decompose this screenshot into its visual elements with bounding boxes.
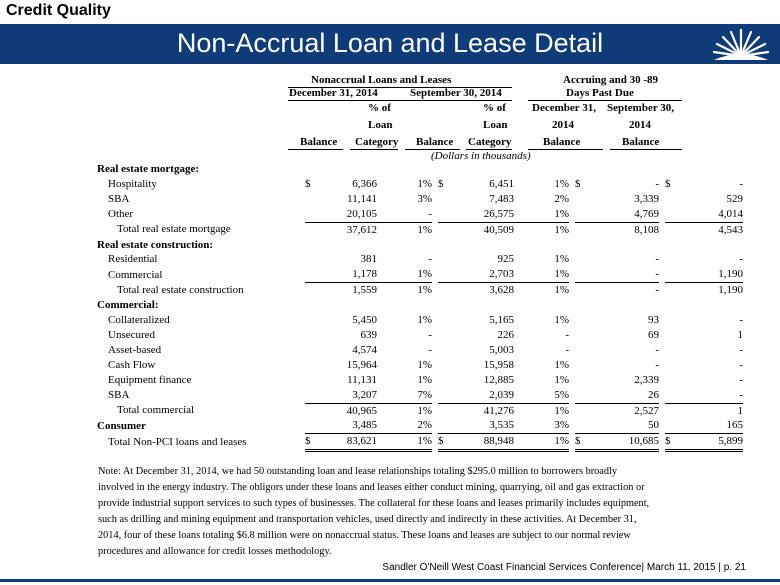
balance-sep bbox=[448, 238, 514, 253]
header-rule bbox=[288, 100, 512, 101]
table-row bbox=[97, 298, 743, 313]
pct-sep: 1% bbox=[514, 222, 569, 237]
pct-dec: - bbox=[428, 328, 432, 341]
currency-symbol bbox=[575, 298, 585, 313]
balance-sep: 2,703 bbox=[489, 268, 514, 281]
currency-symbol: $ bbox=[438, 177, 444, 190]
table-row bbox=[97, 313, 743, 328]
currency-symbol bbox=[305, 373, 315, 388]
currency-symbol bbox=[438, 162, 448, 177]
currency-symbol bbox=[438, 252, 448, 267]
accruing-dec: - bbox=[655, 343, 659, 356]
balance-header: Balance bbox=[300, 136, 338, 148]
currency-symbol bbox=[305, 343, 315, 358]
currency-symbol bbox=[665, 162, 675, 177]
currency-symbol bbox=[438, 388, 448, 403]
currency-symbol: $ bbox=[305, 434, 315, 451]
footnote: Note: At December 31, 2014, we had 50 outstanding loan and lease relationships totaling $295.0 million to borrowers broadly involved in the energy industry. The obligors under these loans and leases either conduct mining, quarrying, oil and gas extraction or provide industrial support services to such types of businesses. The collateral for these loans and leases primarily includes equipment, such as drilling and mining equipment and transportation vehicles, used directly and indirectly in these activities. At December 31, 2014, four of these loans totaling $6.8 million were on nonaccrual status. These loans and leases are subject to our normal review procedures and allowance for credit losses methodology. bbox=[98, 466, 650, 557]
currency-symbol bbox=[438, 373, 448, 388]
table-row bbox=[97, 388, 743, 403]
pct-sep: 1% bbox=[514, 283, 569, 298]
balance-dec: 37,612 bbox=[315, 222, 377, 237]
table-row bbox=[97, 192, 743, 207]
row-label: Other bbox=[108, 207, 134, 220]
currency-symbol bbox=[575, 222, 585, 237]
pct-dec: 1% bbox=[417, 268, 432, 281]
balance-sep: 88,948 bbox=[448, 434, 514, 451]
row-label: Hospitality bbox=[108, 177, 157, 190]
row-label: Cash Flow bbox=[108, 358, 156, 371]
currency-symbol bbox=[575, 418, 585, 433]
balance-dec bbox=[315, 162, 377, 177]
balance-sep: 6,451 bbox=[489, 177, 514, 190]
accruing-dec: 93 bbox=[648, 314, 659, 327]
pct-of-header: % of bbox=[368, 102, 391, 114]
currency-symbol bbox=[438, 192, 448, 207]
pct-dec: 1% bbox=[377, 222, 432, 237]
table-row bbox=[97, 283, 743, 298]
pct-sep: 1% bbox=[554, 177, 569, 190]
loan-header: Loan bbox=[483, 119, 508, 131]
accruing-sep: - bbox=[739, 314, 743, 327]
currency-symbol bbox=[305, 283, 315, 298]
currency-symbol bbox=[575, 358, 585, 373]
currency-symbol bbox=[438, 403, 448, 418]
table-row bbox=[97, 267, 743, 282]
table-row bbox=[97, 328, 743, 343]
balance-dec: 381 bbox=[360, 253, 377, 266]
currency-symbol bbox=[575, 403, 585, 418]
currency-symbol bbox=[665, 418, 675, 433]
currency-symbol bbox=[438, 328, 448, 343]
pct-sep: 1% bbox=[554, 358, 569, 371]
currency-symbol bbox=[575, 313, 585, 328]
pct-dec: 1% bbox=[377, 283, 432, 298]
balance-dec bbox=[315, 298, 377, 313]
accruing-sep: - bbox=[739, 253, 743, 266]
row-label: Real estate construction: bbox=[97, 238, 214, 251]
acc-year-header: 2014 bbox=[552, 119, 574, 131]
currency-symbol bbox=[665, 283, 675, 298]
accruing-sep: - bbox=[739, 373, 743, 386]
balance-dec: 6,366 bbox=[352, 177, 377, 190]
currency-symbol bbox=[665, 403, 675, 418]
table-row bbox=[97, 222, 743, 237]
currency-symbol bbox=[575, 267, 585, 282]
accruing-dec: 26 bbox=[648, 388, 659, 401]
table-row bbox=[97, 207, 743, 222]
row-label: Consumer bbox=[97, 419, 146, 432]
acc-date-header-dec: December 31, bbox=[532, 102, 596, 114]
currency-symbol bbox=[665, 267, 675, 282]
currency-symbol bbox=[438, 207, 448, 222]
currency-symbol bbox=[305, 388, 315, 403]
balance-dec: 20,105 bbox=[346, 207, 377, 220]
balance-dec: 83,621 bbox=[315, 434, 377, 451]
sunburst-logo-icon bbox=[710, 26, 772, 62]
balance-sep: 2,039 bbox=[489, 388, 514, 401]
pct-dec: 1% bbox=[417, 373, 432, 386]
category-header: Category bbox=[468, 136, 512, 148]
row-label: Residential bbox=[108, 253, 158, 266]
pct-sep bbox=[514, 238, 569, 253]
table-row bbox=[97, 252, 743, 267]
accruing-group-header-line2: Days Past Due bbox=[566, 87, 634, 99]
currency-symbol bbox=[665, 388, 675, 403]
accruing-dec: 4,769 bbox=[634, 207, 659, 220]
currency-symbol bbox=[665, 252, 675, 267]
accruing-sep: - bbox=[739, 343, 743, 356]
accruing-dec: 3,339 bbox=[634, 192, 659, 205]
page-title: Non-Accrual Loan and Lease Detail bbox=[176, 28, 604, 58]
pct-sep: 1% bbox=[554, 373, 569, 386]
currency-symbol bbox=[438, 358, 448, 373]
accruing-dec bbox=[585, 162, 659, 177]
currency-symbol bbox=[665, 328, 675, 343]
table-row bbox=[97, 238, 743, 253]
currency-symbol bbox=[665, 222, 675, 237]
currency-symbol bbox=[665, 298, 675, 313]
currency-symbol bbox=[305, 328, 315, 343]
currency-symbol bbox=[438, 418, 448, 433]
currency-symbol bbox=[305, 298, 315, 313]
pct-sep: 1% bbox=[554, 207, 569, 220]
acc-year-header: 2014 bbox=[629, 119, 651, 131]
currency-symbol bbox=[438, 238, 448, 253]
row-label: Total real estate mortgage bbox=[117, 223, 231, 236]
pct-sep: 1% bbox=[554, 314, 569, 327]
footer-text: Sandler O'Neill West Coast Financial Services Conference| March 11, 2015 | p. 21 bbox=[382, 562, 746, 573]
accruing-dec: 2,527 bbox=[585, 403, 659, 418]
table-row bbox=[97, 358, 743, 373]
currency-symbol bbox=[305, 267, 315, 282]
pct-sep: - bbox=[565, 343, 569, 356]
row-label: Total commercial bbox=[117, 404, 195, 417]
pct-dec: - bbox=[428, 253, 432, 266]
pct-sep: 3% bbox=[554, 419, 569, 432]
balance-header: Balance bbox=[416, 136, 454, 148]
pct-dec: 1% bbox=[377, 403, 432, 418]
pct-dec: - bbox=[428, 207, 432, 220]
balance-sep bbox=[448, 162, 514, 177]
pct-sep bbox=[514, 162, 569, 177]
table-row bbox=[97, 177, 743, 192]
accruing-dec: 8,108 bbox=[585, 222, 659, 237]
balance-sep: 5,165 bbox=[489, 314, 514, 327]
pct-dec bbox=[377, 298, 432, 313]
currency-symbol bbox=[575, 252, 585, 267]
row-label: Total Non-PCI loans and leases bbox=[108, 435, 247, 448]
accruing-sep: 529 bbox=[726, 192, 743, 205]
balance-sep: 12,885 bbox=[483, 373, 514, 386]
balance-sep: 15,958 bbox=[483, 358, 514, 371]
balance-dec: 1,559 bbox=[315, 283, 377, 298]
currency-symbol bbox=[438, 267, 448, 282]
currency-symbol: $ bbox=[438, 434, 448, 451]
table-row bbox=[97, 418, 743, 433]
balance-dec: 639 bbox=[360, 328, 377, 341]
row-label: Collateralized bbox=[108, 314, 170, 327]
currency-symbol bbox=[665, 238, 675, 253]
accruing-dec: 10,685 bbox=[585, 434, 659, 451]
pct-dec: - bbox=[428, 343, 432, 356]
row-label: Total real estate construction bbox=[117, 284, 244, 296]
section-label: Credit Quality bbox=[6, 2, 111, 19]
acc-date-header-sep: September 30, bbox=[607, 102, 675, 114]
currency-symbol bbox=[575, 343, 585, 358]
currency-symbol: $ bbox=[665, 177, 671, 190]
row-label: Equipment finance bbox=[108, 373, 192, 386]
pct-dec bbox=[377, 162, 432, 177]
pct-dec: 7% bbox=[417, 388, 432, 401]
currency-symbol bbox=[305, 252, 315, 267]
header-rule bbox=[528, 149, 603, 150]
accruing-sep bbox=[675, 162, 743, 177]
balance-sep: 7,483 bbox=[489, 192, 514, 205]
currency-symbol bbox=[575, 162, 585, 177]
currency-symbol bbox=[305, 162, 315, 177]
pct-sep: 2% bbox=[554, 192, 569, 205]
balance-dec: 11,131 bbox=[347, 373, 377, 386]
row-label: Commercial bbox=[108, 268, 163, 281]
currency-symbol bbox=[305, 207, 315, 222]
accruing-dec: - bbox=[655, 177, 659, 190]
currency-symbol bbox=[665, 343, 675, 358]
accruing-dec: 69 bbox=[648, 328, 659, 341]
balance-sep bbox=[448, 298, 514, 313]
balance-dec bbox=[315, 238, 377, 253]
accruing-sep: 4,543 bbox=[675, 222, 743, 237]
balance-sep: 925 bbox=[497, 253, 514, 266]
currency-symbol bbox=[665, 192, 675, 207]
currency-symbol bbox=[575, 192, 585, 207]
pct-sep: - bbox=[565, 328, 569, 341]
accruing-sep: 4,014 bbox=[718, 207, 743, 220]
balance-dec: 3,485 bbox=[352, 419, 377, 432]
accruing-dec: 2,339 bbox=[634, 373, 659, 386]
pct-dec: 1% bbox=[417, 358, 432, 371]
row-label: Asset-based bbox=[108, 343, 162, 356]
currency-symbol bbox=[438, 313, 448, 328]
balance-sep: 3,628 bbox=[448, 283, 514, 298]
table-row bbox=[97, 343, 743, 358]
pct-sep bbox=[514, 298, 569, 313]
currency-symbol bbox=[305, 313, 315, 328]
balance-dec: 5,450 bbox=[352, 314, 377, 327]
currency-symbol bbox=[305, 358, 315, 373]
accruing-dec: - bbox=[655, 358, 659, 371]
table-row bbox=[97, 434, 743, 451]
currency-symbol bbox=[305, 222, 315, 237]
currency-symbol bbox=[575, 328, 585, 343]
currency-symbol bbox=[438, 283, 448, 298]
pct-dec: 1% bbox=[417, 177, 432, 190]
balance-header: Balance bbox=[543, 136, 581, 148]
row-label: SBA bbox=[108, 192, 130, 205]
accruing-dec bbox=[585, 298, 659, 313]
balance-header: Balance bbox=[622, 136, 660, 148]
currency-symbol bbox=[575, 238, 585, 253]
pct-sep: 1% bbox=[514, 434, 569, 451]
currency-symbol: $ bbox=[305, 177, 311, 190]
date-header-sep: September 30, 2014 bbox=[410, 87, 502, 99]
row-label: Commercial: bbox=[97, 299, 159, 312]
non-accrual-table bbox=[97, 162, 743, 452]
currency-symbol bbox=[575, 373, 585, 388]
accruing-dec: - bbox=[655, 268, 659, 281]
balance-sep: 26,575 bbox=[483, 207, 514, 220]
category-header: Category bbox=[355, 136, 399, 148]
currency-symbol bbox=[438, 222, 448, 237]
pct-dec: 1% bbox=[417, 314, 432, 327]
balance-sep: 226 bbox=[497, 328, 514, 341]
balance-dec: 40,965 bbox=[315, 403, 377, 418]
currency-symbol: $ bbox=[575, 177, 581, 190]
currency-symbol bbox=[305, 418, 315, 433]
footer-rule bbox=[0, 579, 780, 582]
balance-sep: 5,003 bbox=[489, 343, 514, 356]
accruing-dec: 50 bbox=[648, 419, 659, 432]
accruing-sep bbox=[675, 238, 743, 253]
accruing-dec bbox=[585, 238, 659, 253]
balance-dec: 11,141 bbox=[347, 192, 377, 205]
table-row bbox=[97, 373, 743, 388]
accruing-sep: 1 bbox=[675, 403, 743, 418]
loan-header: Loan bbox=[368, 119, 393, 131]
balance-dec: 15,964 bbox=[346, 358, 377, 371]
accruing-sep: 1 bbox=[737, 328, 743, 341]
date-header-dec: December 31, 2014 bbox=[289, 87, 378, 99]
currency-symbol bbox=[665, 313, 675, 328]
currency-symbol bbox=[438, 343, 448, 358]
title-banner bbox=[0, 24, 780, 64]
accruing-sep: 1,190 bbox=[718, 268, 743, 281]
pct-sep: 1% bbox=[554, 253, 569, 266]
accruing-dec: - bbox=[655, 253, 659, 266]
nonaccrual-group-header: Nonaccrual Loans and Leases bbox=[311, 74, 452, 86]
pct-of-header: % of bbox=[483, 102, 506, 114]
pct-sep: 1% bbox=[514, 403, 569, 418]
currency-symbol bbox=[665, 373, 675, 388]
currency-symbol bbox=[305, 238, 315, 253]
accruing-dec: - bbox=[585, 283, 659, 298]
header-rule bbox=[288, 149, 343, 150]
currency-symbol bbox=[305, 403, 315, 418]
pct-dec: 2% bbox=[417, 419, 432, 432]
row-label: SBA bbox=[108, 388, 130, 401]
currency-symbol: $ bbox=[665, 434, 675, 451]
balance-dec: 4,574 bbox=[352, 343, 377, 356]
accruing-sep: - bbox=[739, 388, 743, 401]
pct-sep: 5% bbox=[554, 388, 569, 401]
accruing-sep: 1,190 bbox=[675, 283, 743, 298]
currency-symbol: $ bbox=[575, 434, 585, 451]
table-row bbox=[97, 162, 743, 177]
balance-sep: 40,509 bbox=[448, 222, 514, 237]
pct-sep: 1% bbox=[554, 268, 569, 281]
accruing-sep: - bbox=[739, 358, 743, 371]
currency-symbol bbox=[438, 298, 448, 313]
currency-symbol bbox=[575, 207, 585, 222]
currency-symbol bbox=[305, 192, 315, 207]
accruing-sep: 165 bbox=[726, 419, 743, 432]
balance-sep: 41,276 bbox=[448, 403, 514, 418]
accruing-group-header: Accruing and 30 -89 bbox=[563, 74, 659, 86]
balance-dec: 3,207 bbox=[352, 388, 377, 401]
balance-dec: 1,178 bbox=[352, 268, 377, 281]
currency-symbol bbox=[575, 283, 585, 298]
balance-sep: 3,535 bbox=[489, 419, 514, 432]
accruing-sep bbox=[675, 298, 743, 313]
currency-symbol bbox=[575, 388, 585, 403]
pct-dec: 3% bbox=[417, 192, 432, 205]
pct-dec: 1% bbox=[377, 434, 432, 451]
header-rule bbox=[350, 149, 398, 150]
currency-symbol bbox=[665, 358, 675, 373]
accruing-sep: - bbox=[739, 177, 743, 190]
units-caption: (Dollars in thousands) bbox=[431, 150, 531, 162]
pct-dec bbox=[377, 238, 432, 253]
currency-symbol bbox=[665, 207, 675, 222]
row-label: Unsecured bbox=[108, 328, 156, 341]
header-rule bbox=[610, 149, 682, 150]
header-rule bbox=[528, 100, 682, 101]
accruing-sep: 5,899 bbox=[675, 434, 743, 451]
row-label: Real estate mortgage: bbox=[97, 163, 200, 175]
table-row bbox=[97, 403, 743, 418]
